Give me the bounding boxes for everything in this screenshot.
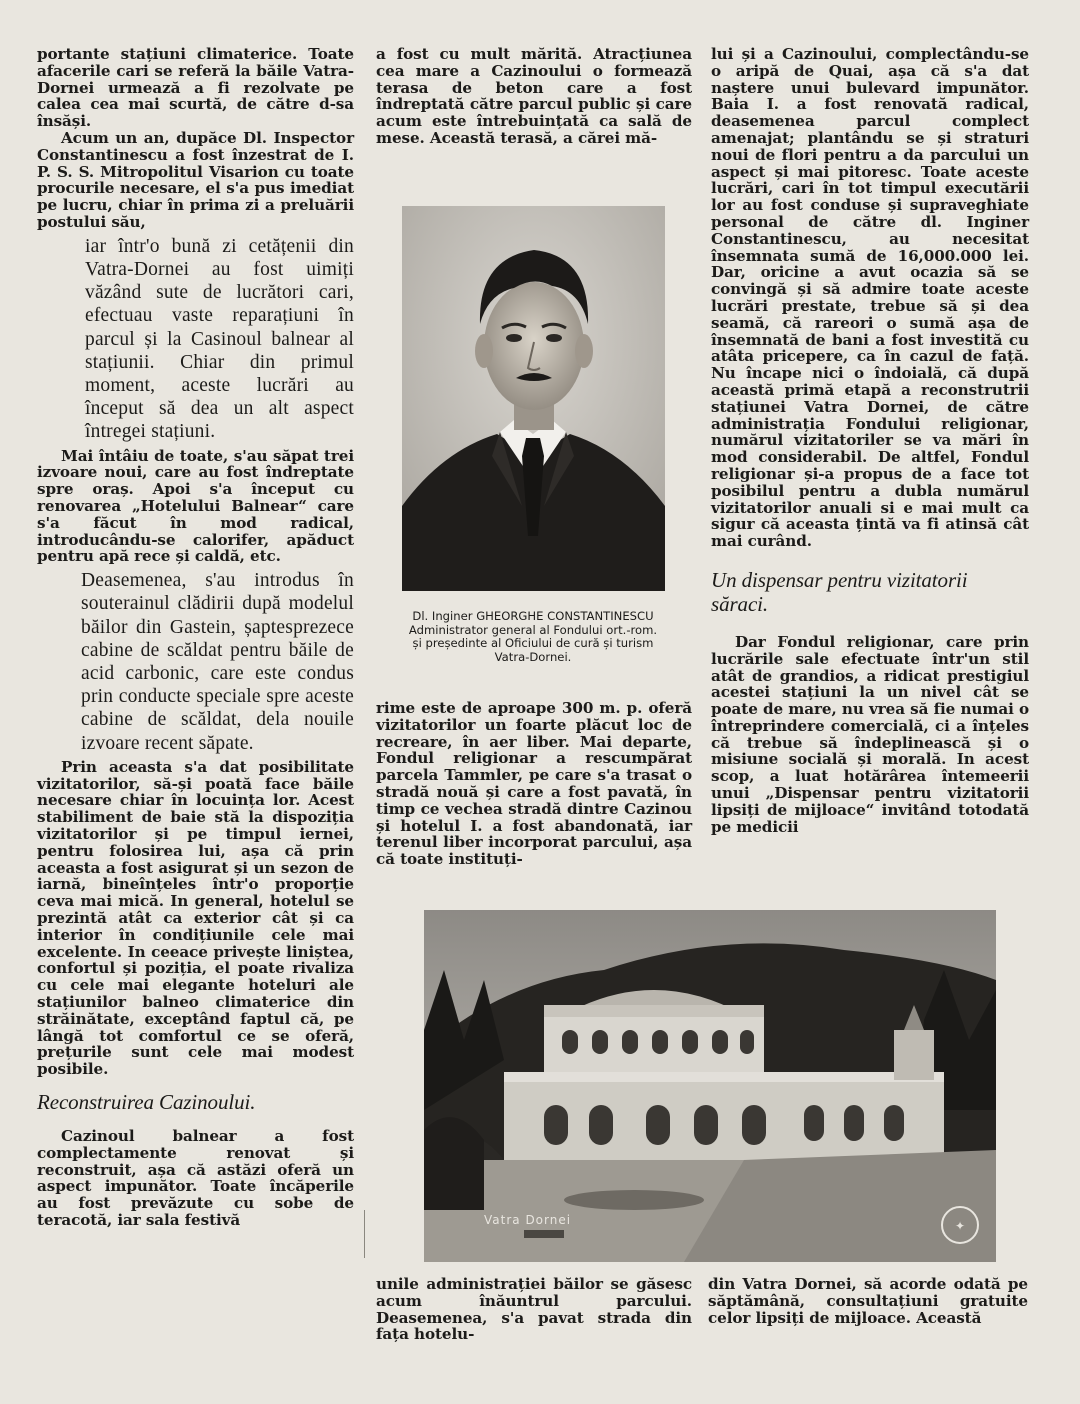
caption-line: Vatra-Dornei.	[494, 649, 572, 664]
paragraph: Acum un an, dupăce Dl. Inspector Constantinescu a fost înzestrat de I. P. S. S. Mitropolitul Visarion cu toate procurile necesare, el s'a pus imediat pe lucru, chiar în prima zi a preluării postului său,	[37, 128, 354, 231]
paragraph: a fost cu mult mărită. Atracțiunea cea mare a Cazinoului o formează terasa de beton care a fost îndreptată către parcul public și care acum este întrebuințată ca sală de mese. Această terasă, a cărei mă-	[376, 45, 692, 147]
column-right-bottom	[708, 1276, 1028, 1326]
paragraph: Prin aceasta s'a dat posibilitate vizitatorilor, să-și poată face băile necesare chiar în locuința lor. Acest stabiliment de baie stă la dispoziția vizitatorilor și pe timpul iernei, pentru folosirea lui, așa că prin aceasta a fost asigurat și un sezon de iarnă, bineînțeles într'o proporție ceva mai mică. In general, hotelul se prezintă atât ca exterior cât și ca interior în condițiunile cele mai excelente. In ceeace privește liniștea, confortul și poziția, el poate rivaliza cu cele mai elegante hoteluri ale stațiunilor balneo climaterice din străinătate, exceptând faptul că, pe lângă tot comfortul ce se oferă, prețurile sunt cele mai modest posibile.	[37, 757, 354, 1079]
column-middle-mid	[376, 700, 692, 868]
photo-caption-text: Vatra Dornei	[484, 1213, 572, 1227]
portrait-photo	[402, 206, 665, 591]
portrait-caption	[370, 610, 696, 664]
paragraph: din Vatra Dornei, să acorde odată pe săptămână, consultațiuni gratuite celor lipsiți de mijloace. Această	[708, 1275, 1028, 1327]
column-divider	[364, 1210, 365, 1258]
caption-line: și președinte al Oficiului de cură și turism	[412, 636, 654, 651]
column-middle-top	[376, 46, 692, 147]
paragraph: lui și a Cazinoului, complectându-se o aripă de Quai, așa că s'a dat naștere unui bulevard impunător. Baia I. a fost renovată radical, deasemenea parcul complect amenajat; plantându se și straturi noui de flori pentru a da parcului un aspect și mai pitoresc. Toate aceste lucrări, cari în tot timpul executării lor au fost conduse și supraveghiate personal de către dl. Inginer Constantinescu, au necesitat însemnata sumă de 16,000.000 lei. Dar, oricine a avut ocazia să se convingă și să admire toate aceste lucrări prestate, trebue să și dea seamă, că rareori o sumă așa de însemnată de bani a fost investită cu atâta pricepere, ca în cazul de față. Nu încape nici o îndoială, că după această primă etapă a reconstrutrii stațiunei Vatra Dornei, de către administrația Fondului religionar, numărul vizitatoriler se va mări în mod considerabil. De altfel, Fondul religionar și-a propus de a face tot posibilul pentru a dubla numărul vizitatorilor anuali si e mai mult ca sigur că aceasta țintă va fi atinsă cât mai curând.	[711, 45, 1029, 551]
casino-photo	[424, 910, 996, 1262]
svg-text:✦: ✦	[954, 1219, 966, 1233]
paragraph: rime este de aproape 300 m. p. oferă vizitatorilor un foarte plăcut loc de recreare, în aer liber. Mai departe, Fondul religionar a rescumpărat parcela Tammler, pe care s'a trasat o stradă nouă și care a fost pavată, în timp ce vechea stradă dintre Cazinou și hotelul I. a fost abandonată, iar terenul liber incorporat parcului, așa că toate instituți-	[376, 699, 692, 869]
paragraph: Mai întâiu de toate, s'au săpat trei izvoare noui, care au fost îndreptate spre oraș. Apoi s'a început cu renovarea „Hotelului Balnear“ care s'a făcut în mod radical, introducându-se calorifer, apăduct pentru apă rece și caldă, etc.	[37, 446, 354, 566]
section-heading: Un dispensar pentru vizitatorii săraci.	[711, 567, 968, 616]
column-right	[711, 46, 1029, 835]
paragraph-large: Deasemenea, s'au introdus în souterainul clădirii după modelul băilor din Gastein, șaptesprezece cabine de scăldat pentru băile de acid carbonic, care este condus prin conducte speciale spre aceste cabine de scăldat, dela nouile izvoare recent săpate.	[81, 570, 354, 754]
column-left	[37, 46, 354, 1229]
paragraph: unile administrației băilor se găsesc acum înăuntrul parcului. Deasemenea, s'a pavat strada din fața hotelu-	[376, 1275, 692, 1344]
caption-line: Dl. Inginer GHEORGHE CONSTANTINESCU	[412, 609, 654, 623]
paragraph: portante stațiuni climaterice. Toate afacerile cari se referă la băile Vatra-Dornei urmează a fi rezolvate pe calea cea mai scurtă, de către d-sa însăși.	[37, 45, 354, 131]
paragraph-large: iar într'o bună zi cetățenii din Vatra-Dornei au fost uimiți văzând sute de lucrători cari, efectuau vaste reparațiuni în parcul și la Casinoul balnear al stațiunii. Chiar din primul moment, aceste lucrări au început să dea un alt aspect întregei stațiuni.	[85, 235, 354, 443]
caption-line: Administrator general al Fondului ort.-rom.	[408, 622, 658, 637]
paragraph: Cazinoul balnear a fost complectamente renovat și reconstruit, așa că astăzi oferă un aspect impunător. Toate încăperile au fost prevăzute cu sobe de teracotă, iar sala festivă	[37, 1126, 354, 1229]
column-middle-bottom	[376, 1276, 692, 1343]
paragraph: Dar Fondul religionar, care prin lucrările sale efectuate într'un stil atât de grandios, a ridicat prestigiul acestei stațiuni la un nivel cât se poate de mare, nu vrea să fie numai o întreprindere comercială, ci a înțeles că trebue să îndeplinească și o misiune socială și morală. In acest scop, a luat hotărârea întemeerii unui „Dispensar pentru vizitatorii lipsiți de mijloace“ invitând totodată pe medicii	[711, 632, 1029, 836]
section-heading: Reconstruirea Cazinoului.	[37, 1089, 256, 1114]
